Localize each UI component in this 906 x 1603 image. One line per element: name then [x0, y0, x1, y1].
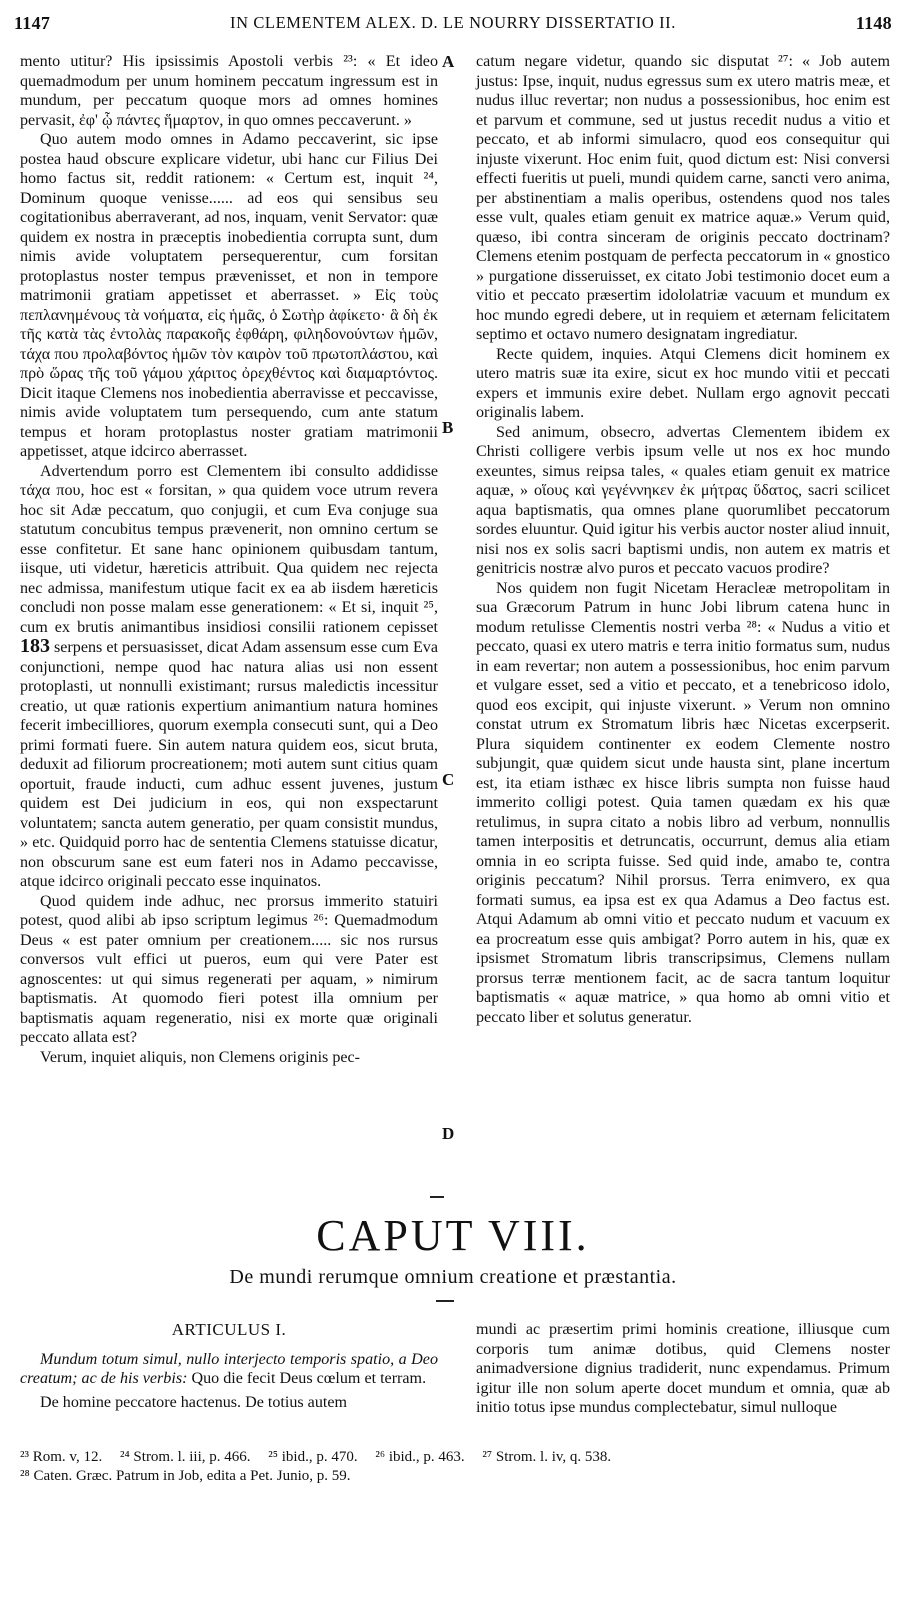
left-column [20, 52, 438, 1067]
article-summary-text: Mundum totum simul, nullo interjecto temporis spatio, a Deo creatum; ac de his verbis: [20, 1350, 438, 1387]
article-heading: ARTICULUS I. [171, 1320, 287, 1339]
chapter-separator-top [430, 1196, 444, 1198]
paragraph: Recte quidem, inquies. Atqui Clemens dicit hominem ex utero matris suæ ita exire, sicut ex hoc mundo vitii et peccati expers et immunis exire debet. Nullam ergo agnovit peccati originalis labem. [476, 345, 890, 421]
article-summary-quote: Quo die fecit Deus cœlum et terram. [191, 1370, 427, 1387]
paragraph: mundi ac præsertim primi hominis creatione, illiusque cum corporis tum animæ dotibus, quid Clemens noster animadversione dignius tradiderit, nunc expendamus. Primum igitur ille non solum aperte docet mundum et omnia, quæ ab initio totus ipse mundus complectebatur, simul nulloque [476, 1321, 890, 1416]
paragraph [20, 462, 438, 892]
paragraph: Nos quidem non fugit Nicetam Heracleæ metropolitam in sua Græcorum Patrum in hunc Jobi librum catena hunc in modum retulisse Clementis nostri verba ²⁸: « Nudus a vitio et peccato, quasi ex utero matris e terra initio formatus sum, nudus in eam revertar; non autem a possessionibus, hoc enim parvum et vulgare esset, sed a vitio et peccato, et a tenebricoso idolo, quod eos excipit, qui injuste vixerunt. » Verum non omnino constat utrum ex Stromatum libris hæc Nicetas excerpserit. Plura siquidem continenter ex eodem Clemente nostro subjungit, quæ quidem sicut unde hausta sint, plane incertum est, ita etiam isthæc ex hisce libris sumpta non fuisse haud immerito colligi potest. Quia tamen quædam ex his quæ retulimus, in supra citato a nobis libro ad verbum, nonnullis tamen interpositis et detruncatis, occurrunt, demus alia etiam omnia in eo scripta fuisse. Sed quid inde, amabo te, contra originis peccatum? Nihil prorsus. Terra enimvero, ex qua formati sumus, ea ipsa est ex qua Adamus a Deo factus est. Atqui Adamum ab omni vitio et peccato nudum et vacuum ex ea procreatum esse quis ambigat? Porro autem in his, quæ ex ipsismet Stromatum libris transcripsimus, Clemens nullam prorsus terræ mentionem facit, ac de sacra tantum loquitur baptismatis « aquæ matrice, » qua homo ab omni vitio et peccato liber et solutus generatur. [476, 579, 890, 1026]
article-summary [20, 1350, 438, 1389]
paragraph: Verum, inquiet aliquis, non Clemens originis pec- [40, 1048, 361, 1066]
paragraph: De homine peccatore hactenus. De totius autem [40, 1393, 348, 1411]
footnote: ²⁵ ibid., p. 470. [268, 1449, 358, 1465]
footnote-line [20, 1448, 890, 1467]
paragraph: Quod quidem inde adhuc, nec prorsus immerito statuiri potest, quod alibi ab ipso scriptum legimus ²⁶: Quemadmodum Deus « est pater omnium per creationem..... sic nos rursus conversos vult effici ut pueros, eum qui vere Pater est agnoscentes: ut qui simus regenerati per aquam, » nimirum baptismatis. At quomodo fieri potest illa omnium per baptismatis aquam regeneratio, nisi ex morte quæ originali peccato allata est? [20, 892, 438, 1046]
paragraph: Sed animum, obsecro, advertas Clementem ibidem ex Christi colligere verbis ipsum velle ut nos ex hoc mundo exeuntes, simus reipsa tales, « quales etiam genuit ex matrice aquæ, » οἵους καὶ γεγέννηκεν ἐκ μήτρας ὕδατος, sacri scilicet aqua baptismatis, qua omnes plane quorumlibet peccatorum sordes eluuntur. Quid igitur his verbis auctor noster aliud innuit, nisi nos ex solis sacri baptismi undis, non autem ex matris et genitricis nostræ alvo puros et peccato vacuos prodire? [476, 423, 890, 577]
footnotes [20, 1448, 890, 1486]
page-header [14, 6, 892, 40]
footnote: ²⁶ ibid., p. 463. [375, 1449, 465, 1465]
page-number-right: 1148 [855, 12, 892, 33]
footnote: ²⁷ Strom. l. iv, q. 538. [482, 1449, 612, 1465]
paragraph-text: serpens et persuasisset, dicat Adam assensum esse cum Eva conjunctioni, nempe quod hac natura alias usi non essent protoplasti, ut nonnulli existimant; rursus maledictis incessitur creatio, ut quæ rationis expertium animantium natura homines fecerit imbecilliores, quorum exempla consecuti sunt, qui a Deo primi formati fuere. Sin autem natura quidem eos, sicut bruta, deduxit ad filiorum procreationem; moti autem sunt citius quam oportuit, fraude inducti, cum adhuc essent juvenes, justum quidem est Dei judicium in eos, qui non exspectarunt voluntatem; sancta autem generatio, per quam consistit mundus, » etc. Quidquid porro hac de sententia Clemens statuisse dicatur, non obscurum sane est eum fateri nos in Adamo peccavisse, atque idcirco originali peccato esse inquinatos. [20, 639, 438, 890]
running-title: IN CLEMENTEM ALEX. D. LE NOURRY DISSERTATIO II. [229, 13, 676, 32]
margin-mark-a: A [442, 52, 455, 71]
article-right-column [476, 1320, 890, 1418]
chapter-title: CAPUT VIII. [316, 1211, 590, 1260]
article-left-column [20, 1320, 438, 1412]
footnote: ²³ Rom. v, 12. [20, 1449, 103, 1465]
right-column [476, 52, 890, 1027]
margin-mark-b: B [442, 418, 454, 437]
margin-mark-c: C [442, 770, 455, 789]
paragraph: mento utitur? His ipsissimis Apostoli verbis ²³: « Et ideo quemadmodum per unum hominem peccatum ingressum est in mundum, per peccatum quoque mors ad omnes homines pervasit, ἐφ' ᾧ πάντες ἥμαρτον, in quo omnes peccaverunt. » [20, 53, 438, 129]
paragraph: Quo autem modo omnes in Adamo peccaverint, sic ipse postea haud obscure explicare videtur, ubi hanc cur Filius Dei homo factus sit, reddit rationem: « Certum est, inquit ²⁴, Dominum quoque venisse...... ad eos qui sensibus seu cogitationibus aberraverant, ad nos, inquam, venit Servator: quæ quidem ex nostra in præceptis inobedientia corrupta sunt, dum nimis avide voluptatem persequerentur, cum forsitan protoplastus noster tempus prævenisset, et non in tempore matrimonii gratiam appetisset et aberrasset. » Εἰς τοὺς πεπλανημένους τὰ νοήματα, εἰς ἡμᾶς, ὁ Σωτὴρ ἀφίκετο· ἃ δὴ ἐκ τῆς κατὰ τὰς ἐντολὰς παρακοῆς ἐφθάρη, φιληδονούντων ἡμῶν, τάχα που προλαβόντος ἡμῶν τὸν καιρὸν τοῦ πρωτοπλάστου, καὶ πρὸ ὥρας τῆς τοῦ γάμου χάριτος ὀρεχθέντος καὶ διαμαρτόντος. Dicit itaque Clemens nos inobedientia aberravisse et peccavisse, nimis avide voluptatem tum persequendo, cum ante statum tempus et horam protoplastus noster gratiam matrimonii appetisset, atque idcirco aberrasset. [20, 131, 438, 460]
chapter-separator-bottom [436, 1300, 454, 1302]
paragraph-text: Advertendum porro est Clementem ibi consulto addidisse τάχα που, hoc est « forsitan, » qua quidem voce utrum revera hoc sit Adæ peccatum, quo conjugii, et cum Eva conjuge sua statutum concubitus tempus prævenerit, non omnino certum se esse confitetur. Et sane hanc opinionem quibusdam tantum, iisque, uti videtur, hæreticis attribuit. Qua quidem nec rejecta nec admissa, manifestum utique facit ex ea ab iisdem hæreticis concludi non posse malam esse generationem: « Et si, inquit ²⁵, cum ex brutis animantibus insidiosi consilii rationem cepisset [20, 462, 438, 636]
page-marker: 183 [20, 635, 50, 657]
margin-mark-d: D [442, 1124, 455, 1143]
footnote: ²⁴ Strom. l. iii, p. 466. [119, 1449, 251, 1465]
footnote-line: ²⁸ Caten. Græc. Patrum in Job, edita a Pet. Junio, p. 59. [20, 1468, 351, 1484]
chapter-subtitle: De mundi rerumque omnium creatione et præstantia. [229, 1266, 677, 1288]
page-number-left: 1147 [14, 12, 51, 33]
paragraph: catum negare videtur, quando sic disputat ²⁷: « Job autem justus: Ipse, inquit, nudus egressus sum ex utero matris meæ, et nudus illuc revertar; non nudus a possessionibus, hoc enim est et parvum et commune, sed ut justus recedit nudus a vitio et peccato, et ab informi simulacro, quod eos consequitur qui injuste vixerunt. Hoc enim fuit, quod dictum est: Nisi conversi effecti fueritis ut pueli, mundi quidem carne, sancti vero anima, per abstinentiam a malis operibus, ostendens quod nos tales esse vult, quales etiam genuit ex matrice aquæ.» Verum quid, quæso, ibi contra sinceram de originis peccato doctrinam? Clemens etenim postquam de perfecta peccatorum in « gnostico » purgatione disseruisset, ex citato Jobi testimonio docet eum a vitio et peccato præsertim idololatriæ vacuum et mundum ex hoc mundo egredi debere, ut in requiem et æternam felicitatem septimo et octavo numero designatam ingrediatur. [476, 53, 890, 343]
